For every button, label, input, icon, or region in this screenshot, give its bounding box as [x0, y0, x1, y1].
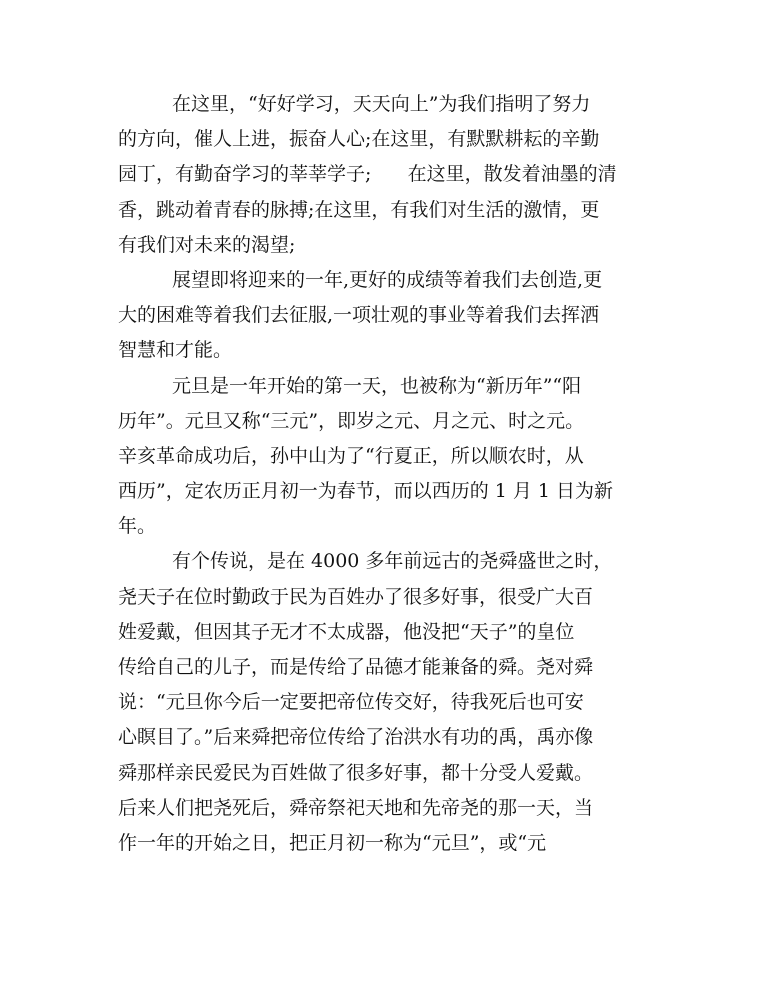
text-line: 历年”。元旦又称“三元”，即岁之元、月之元、时之元。 [118, 409, 585, 432]
text-line: 的方向，催人上进，振奋人心;在这里，有默默耕耘的辛勤 [118, 128, 600, 151]
text-line: 大的困难等着我们去征服,一项壮观的事业等着我们去挥洒 [118, 304, 600, 327]
paragraph-4 [118, 544, 658, 861]
text-line: 展望即将迎来的一年,更好的成绩等着我们去创造,更 [172, 268, 603, 291]
text-line: 有个传说，是在 4000 多年前远古的尧舜盛世之时， [172, 550, 613, 573]
text-line: 舜那样亲民爱民为百姓做了很多好事，都十分受人爱戴。 [118, 761, 594, 784]
text-line: 心瞑目了。”后来舜把帝位传给了治洪水有功的禹，禹亦像 [118, 726, 594, 749]
text-line: 姓爱戴，但因其子无才不太成器，他没把“天子”的皇位 [118, 620, 575, 643]
document-page [118, 87, 658, 861]
text-line: 香，跳动着青春的脉搏;在这里，有我们对生活的激情，更 [118, 198, 600, 221]
text-line: 元旦是一年开始的第一天，也被称为“新历年”“阳 [172, 374, 582, 397]
paragraph-2 [118, 263, 658, 369]
text-line: 年。 [118, 515, 157, 538]
paragraph-1 [118, 87, 658, 263]
text-line: 后来人们把尧死后，舜帝祭祀天地和先帝尧的那一天，当 [118, 796, 594, 819]
text-line: 智慧和才能。 [118, 339, 233, 362]
text-line: 辛亥革命成功后，孙中山为了“行夏正，所以顺农时，从 [118, 444, 584, 467]
text-line: 西历”，定农历正月初一为春节，而以西历的 1 月 1 日为新 [118, 480, 614, 503]
text-line: 传给自己的儿子，而是传给了品德才能兼备的舜。尧对舜 [118, 656, 594, 678]
text-line: 园丁，有勤奋学习的莘莘学子; 在这里，散发着油墨的清 [118, 163, 617, 186]
paragraph-3 [118, 369, 658, 545]
text-line: 作一年的开始之日，把正月初一称为“元旦”，或“元 [118, 831, 547, 854]
text-line: 说：“元旦你今后一定要把帝位传交好，待我死后也可安 [118, 691, 584, 714]
text-line: 有我们对未来的渴望; [118, 233, 296, 256]
text-line: 尧天子在位时勤政于民为百姓办了很多好事，很受广大百 [118, 585, 594, 608]
text-line: 在这里，“好好学习，天天向上”为我们指明了努力 [172, 93, 591, 115]
